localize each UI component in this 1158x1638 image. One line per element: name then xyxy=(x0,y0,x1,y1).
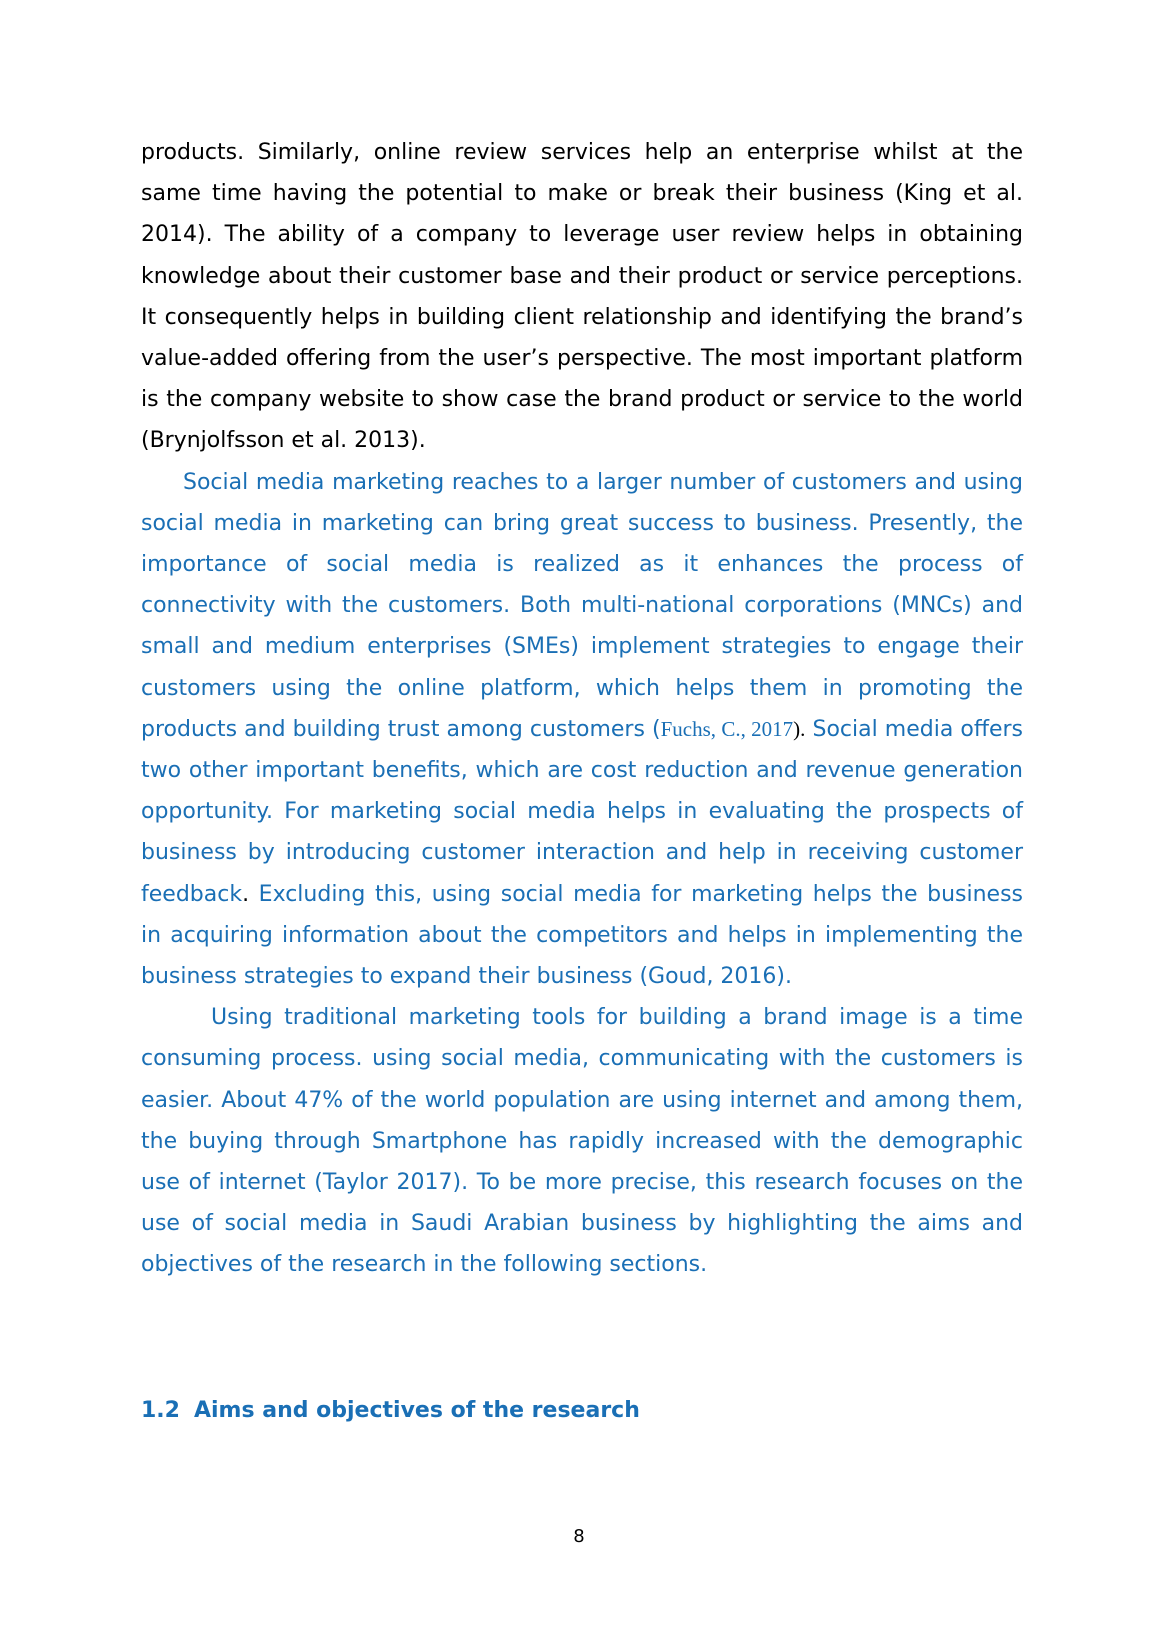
citation-close: ). xyxy=(793,716,806,741)
paragraph-online-reviews: products. Similarly, online review services help an enterprise whilst at the same time having the potential to make or break their business (King et al. 2014). The ability of a company to leverage user review helps in obtaining knowledge about their customer base and their product or service perceptions. It consequently helps in building client relationship and identifying the brand’s value-added offering from the user’s perspective. The most important platform is the company website to show case the brand product or service to the world (Brynjolfsson et al. 2013). xyxy=(141,140,1023,454)
section-heading xyxy=(141,1398,640,1423)
citation-fuchs: Fuchs, C., 2017 xyxy=(660,716,794,741)
paragraph-text: Social media offers two other important benefits, which are cost reduction and revenue generation opportunity. For marketing social media helps in evaluating the prospects of business by introducing customer interaction and help in receiving customer feedback xyxy=(141,716,1024,907)
document-body xyxy=(141,132,1023,1286)
paragraph-text: Social media marketing reaches to a larger number of customers and using social media in marketing can bring great success to business. Presently, the importance of social media is realized as it enhances the process of connectivity with the customers. Both multi-national corporations (MNCs) and small and medium enterprises (SMEs) implement strategies to engage their customers using the online platform, which helps them in promoting the products and building trust among customers ( xyxy=(141,469,1023,742)
section-title: Aims and objectives of the research xyxy=(193,1398,640,1423)
section-number: 1.2 xyxy=(141,1398,180,1423)
paragraph-text: Excluding this, using social media for marketing helps the business in acquiring information about the competitors and helps in implementing the business strategies to expand their business (Goud, 2016). xyxy=(141,881,1023,990)
sentence-period: . xyxy=(242,881,250,907)
page-number: 8 xyxy=(573,1526,585,1547)
paragraph-social-media-marketing xyxy=(141,462,1023,998)
paragraph-traditional-marketing: Using traditional marketing tools for building a brand image is a time consuming process. using social media, communicating with the customers is easier. About 47% of the world population are using internet and among them, the buying through Smartphone has rapidly increased with the demographic use of internet (Taylor 2017). To be more precise, this research focuses on the use of social media in Saudi Arabian business by highlighting the aims and objectives of the research in the following sections. xyxy=(141,1005,1023,1278)
